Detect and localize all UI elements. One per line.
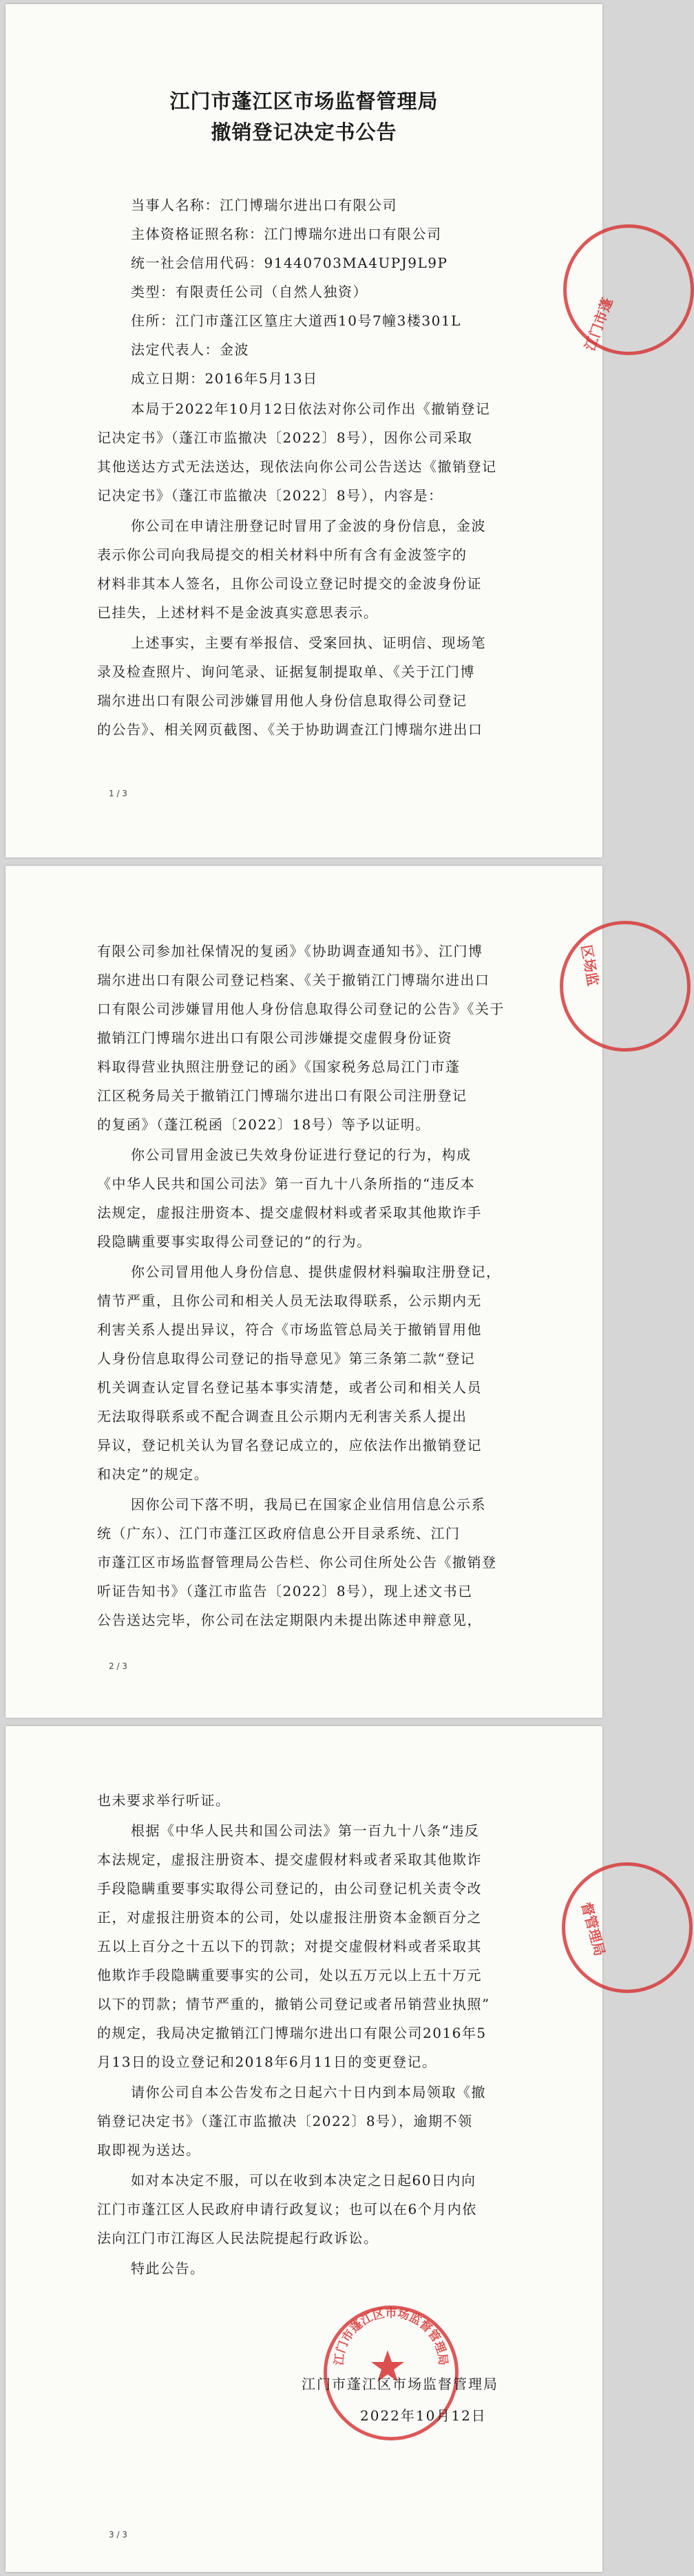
body-line: 无法取得联系或不配合调查且公示期内无利害关系人提出: [97, 1408, 467, 1425]
body-line: 市蓬江区市场监督管理局公告栏、你公司住所处公告《撤销登: [97, 1554, 497, 1571]
page-number: 1 / 3: [109, 789, 127, 798]
body-line: 利害关系人提出异议，符合《市场监管总局关于撤销冒用他: [97, 1321, 482, 1338]
body-line: 机关调查认定冒名登记基本事实清楚，或者公司和相关人员: [97, 1379, 482, 1396]
document-page-1: [6, 4, 616, 858]
body-line: 听证告知书》（蓬江市监告〔2022〕8号），现上述文书已: [97, 1583, 473, 1599]
body-line: 江区税务局关于撤销江门博瑞尔进出口有限公司注册登记: [97, 1087, 467, 1104]
body-line: 手段隐瞒重要事实取得公司登记的，由公司登记机关责令改: [97, 1880, 482, 1897]
body-line: 段隐瞒重要事实取得公司登记的”的行为。: [97, 1233, 372, 1250]
body-line: 你公司冒用金波已失效身份证进行登记的行为，构成: [131, 1147, 472, 1163]
field-license-name: 主体资格证照名称：江门博瑞尔进出口有限公司: [131, 226, 442, 242]
seal-edge-text: 督管理局: [578, 1900, 609, 1958]
body-line: 江门市蓬江区人民政府申请行政复议；也可以在6个月内依: [97, 2201, 477, 2217]
notice-title-line2: 撤销登记决定书公告: [211, 120, 397, 144]
body-line: 因你公司下落不明，我局已在国家企业信用信息公示系: [131, 1496, 486, 1513]
page-number: 2 / 3: [109, 1661, 127, 1671]
body-line: 公告送达完毕，你公司在法定期限内未提出陈述申辩意见，: [97, 1612, 482, 1628]
body-line: 法向江门市江海区人民法院提起行政诉讼。: [97, 2230, 379, 2246]
signing-authority: 江门市蓬江区市场监督管理局: [302, 2376, 498, 2392]
body-line: 取即视为送达。: [97, 2142, 201, 2158]
seal-edge-text: 区场监: [578, 944, 602, 988]
seal-edge-text: 江门市蓬: [581, 295, 616, 353]
body-line: 有限公司参加社保情况的复函》《协助调查通知书》、江门博: [97, 943, 483, 959]
body-line: 和决定”的规定。: [97, 1466, 209, 1482]
body-line: 《中华人民共和国公司法》第一百九十八条所指的“违反本: [97, 1175, 476, 1192]
seal-ring-text: 江门市蓬江区市场监督管理局: [332, 2306, 450, 2366]
body-line: 你公司在申请注册登记时冒用了金波的身份信息，金波: [131, 518, 486, 534]
field-address: 住所：江门市蓬江区篁庄大道西10号7幢3楼301L: [131, 312, 461, 329]
body-line: 也未要求举行听证。: [97, 1792, 231, 1809]
body-line: 情节严重，且你公司和相关人员无法取得联系，公示期内无: [97, 1292, 482, 1309]
signing-date: 2022年10月12日: [360, 2407, 487, 2424]
body-line: 瑞尔进出口有限公司登记档案、《关于撤销江门博瑞尔进出口: [97, 972, 490, 988]
body-line: 撤销江门博瑞尔进出口有限公司涉嫌提交虚假身份证资: [97, 1030, 452, 1046]
body-line: 如对本决定不服，可以在收到本决定之日起60日内向: [131, 2172, 476, 2189]
field-establishment-date: 成立日期：2016年5月13日: [131, 370, 318, 387]
body-line: 请你公司自本公告发布之日起六十日内到本局领取《撤: [131, 2084, 486, 2100]
document-page-2: [6, 866, 602, 1718]
body-line: 五以上百分之十五以下的罚款；对提交虚假材料或者采取其: [97, 1938, 482, 1955]
body-line: 他欺诈手段隐瞒重要事实的公司，处以五万元以上五十万元: [97, 1967, 482, 1983]
body-line: 法规定，虚报注册资本、提交虚假材料或者采取其他欺诈手: [97, 1204, 482, 1221]
body-line: 销登记决定书》（蓬江市监撤决〔2022〕8号），逾期不领: [97, 2113, 473, 2129]
body-line: 你公司冒用他人身份信息、提供虚假材料骗取注册登记，: [131, 1264, 501, 1280]
official-seal-edge: [560, 921, 691, 1052]
body-line: 材料非其本人签名，且你公司设立登记时提交的金波身份证: [97, 575, 482, 592]
body-line: 其他送达方式无法送达，现依法向你公司公告送达《撤销登记: [97, 458, 497, 475]
field-party-name: 当事人名称：江门博瑞尔进出口有限公司: [131, 197, 397, 213]
body-line: 统（广东）、江门市蓬江区政府信息公开目录系统、江门: [97, 1525, 461, 1542]
body-line: 异议，登记机关认为冒名登记成立的，应依法作出撤销登记: [97, 1437, 482, 1454]
field-legal-representative: 法定代表人：金波: [131, 341, 249, 358]
body-line: 上述事实，主要有举报信、受案回执、证明信、现场笔: [131, 635, 486, 651]
body-line: 录及检查照片、询问笔录、证据复制提取单、《关于江门博: [97, 663, 475, 680]
body-line: 以下的罚款；情节严重的，撤销公司登记或者吊销营业执照”: [97, 1996, 490, 2012]
body-line: 的复函》（蓬江税函〔2022〕18号）等予以证明。: [97, 1116, 430, 1133]
notice-title-line1: 江门市蓬江区市场监督管理局: [169, 89, 439, 113]
body-line: 本局于2022年10月12日依法对你公司作出《撤销登记: [131, 401, 491, 417]
body-line: 人身份信息取得公司登记的指导意见》第三条第二款“登记: [97, 1350, 476, 1367]
document-page-3: [6, 1726, 609, 2572]
body-line: 已挂失，上述材料不是金波真实意思表示。: [97, 604, 379, 621]
body-line: 口有限公司涉嫌冒用他人身份信息取得公司登记的公告》《关于: [97, 1001, 505, 1017]
body-line: 的规定，我局决定撤销江门博瑞尔进出口有限公司2016年5: [97, 2025, 487, 2041]
page-number: 3 / 3: [109, 2530, 127, 2540]
field-credit-code: 统一社会信用代码：91440703MA4UPJ9L9P: [131, 255, 448, 271]
body-line: 记决定书》（蓬江市监撤决〔2022〕8号），因你公司采取: [97, 429, 473, 446]
body-line: 料取得营业执照注册登记的函》《国家税务总局江门市蓬: [97, 1058, 461, 1075]
body-line: 瑞尔进出口有限公司涉嫌冒用他人身份信息取得公司登记: [97, 692, 467, 709]
field-company-type: 类型：有限责任公司（自然人独资）: [131, 284, 368, 300]
body-line: 根据《中华人民共和国公司法》第一百九十八条“违反: [131, 1822, 480, 1839]
body-line: 特此公告。: [131, 2260, 205, 2277]
body-line: 表示你公司向我局提交的相关材料中所有含有金波签字的: [97, 546, 467, 563]
body-line: 的公告》、相关网页截图、《关于协助调查江门博瑞尔进出口: [97, 721, 483, 738]
official-seal-edge: [562, 1862, 693, 1993]
body-line: 月13日的设立登记和2018年6月11日的变更登记。: [97, 2054, 437, 2070]
body-line: 本法规定，虚报注册资本、提交虚假材料或者采取其他欺诈: [97, 1851, 482, 1868]
body-line: 正，对虚报注册资本的公司，处以虚报注册资本金额百分之: [97, 1909, 482, 1926]
body-line: 记决定书》（蓬江市监撤决〔2022〕8号），内容是：: [97, 487, 443, 504]
